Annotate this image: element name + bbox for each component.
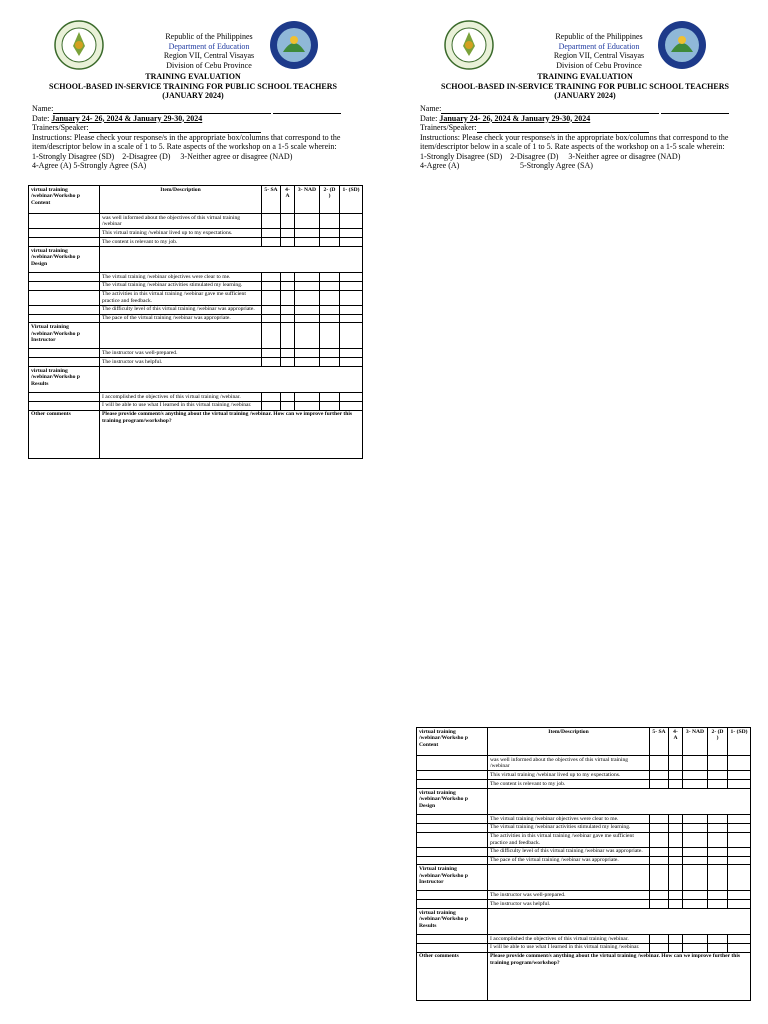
- rating-box[interactable]: [683, 780, 708, 789]
- rating-box[interactable]: [728, 891, 751, 900]
- category-row: [417, 788, 751, 814]
- rating-3-header: 3- NAD: [295, 186, 320, 214]
- scale-sd: 1-Strongly Disagree (SD): [32, 151, 115, 161]
- rating-box[interactable]: [650, 943, 669, 952]
- rating-1-header: 1- (SD): [728, 728, 751, 756]
- table-row: [417, 780, 751, 789]
- rating-box[interactable]: [340, 349, 363, 358]
- rating-box[interactable]: [320, 349, 340, 358]
- table-row: [29, 238, 363, 247]
- rating-box[interactable]: [340, 272, 363, 281]
- table-row: [29, 305, 363, 314]
- category-instructor: Virtual training /webinar/Worksho p Instructor: [417, 865, 488, 891]
- rating-box[interactable]: [262, 349, 281, 358]
- rating-box[interactable]: [669, 780, 683, 789]
- rating-box[interactable]: [320, 290, 340, 305]
- rating-box[interactable]: [320, 214, 340, 229]
- rating-box[interactable]: [669, 935, 683, 944]
- item-text: The instructor was well-prepared.: [100, 349, 262, 358]
- rating-box[interactable]: [728, 780, 751, 789]
- rating-2-header: 2- (D ): [708, 728, 728, 756]
- category-other: Other comments: [417, 952, 488, 1000]
- category-results: virtual training /webinar/Worksho p Results: [29, 367, 100, 393]
- name-field[interactable]: [53, 105, 271, 114]
- table-row: [417, 856, 751, 865]
- rating-box[interactable]: [708, 856, 728, 865]
- scale-sa: 5-Strongly Agree (SA): [520, 161, 593, 170]
- rating-box[interactable]: [650, 823, 669, 832]
- table-row: [417, 891, 751, 900]
- rating-box[interactable]: [320, 401, 340, 410]
- item-text: The instructor was helpful.: [100, 358, 262, 367]
- rating-box[interactable]: [650, 935, 669, 944]
- rating-box[interactable]: [708, 847, 728, 856]
- scale-a: 4-Agree (A): [32, 161, 72, 170]
- form-fields: [32, 104, 362, 171]
- date-label: Date:: [32, 113, 50, 123]
- rating-1-header: 1- (SD): [340, 186, 363, 214]
- rating-box[interactable]: [295, 358, 320, 367]
- item-text: was well informed about the objectives of this virtual training /webinar: [488, 756, 650, 771]
- rating-box[interactable]: [320, 272, 340, 281]
- category-row: [417, 909, 751, 935]
- rating-box[interactable]: [683, 847, 708, 856]
- rating-box[interactable]: [320, 229, 340, 238]
- rating-box[interactable]: [683, 856, 708, 865]
- rating-box[interactable]: [281, 393, 295, 402]
- republic-text: Republic of the Philippines: [555, 32, 643, 41]
- table-row: [417, 900, 751, 909]
- rating-box[interactable]: [669, 832, 683, 847]
- rating-box[interactable]: [340, 393, 363, 402]
- item-text: The pace of the virtual training /webinar was appropriate.: [488, 856, 650, 865]
- item-text: was well informed about the objectives of this virtual training /webinar: [100, 214, 262, 229]
- rating-box[interactable]: [320, 314, 340, 323]
- rating-box[interactable]: [295, 393, 320, 402]
- rating-4-header: 4- A: [669, 728, 683, 756]
- instructions-text: Instructions: Please check your response/s in the appropriate box/columns that correspond to the item/descriptor below in a scale of 1 to 5. Rate aspects of the workshop on a 1-5 scale wherein:: [420, 132, 729, 151]
- rating-box[interactable]: [295, 238, 320, 247]
- rating-box[interactable]: [650, 856, 669, 865]
- rating-5-header: 5- SA: [262, 186, 281, 214]
- rating-box[interactable]: [281, 214, 295, 229]
- table-row: [29, 281, 363, 290]
- rating-box[interactable]: [320, 238, 340, 247]
- rating-box[interactable]: [728, 756, 751, 771]
- name-field[interactable]: [441, 105, 659, 114]
- rating-2-header: 2- (D ): [320, 186, 340, 214]
- table-row: [417, 935, 751, 944]
- rating-box[interactable]: [683, 814, 708, 823]
- item-text: The activities in this virtual training /webinar gave me sufficient practice and feedback.: [488, 832, 650, 847]
- name-label: Name:: [32, 104, 54, 113]
- scale-nad: 3-Neither agree or disagree (NAD): [568, 151, 681, 161]
- rating-box[interactable]: [650, 780, 669, 789]
- name-field-extra[interactable]: [661, 105, 729, 114]
- region-text: Region VII, Central Visayas: [553, 51, 645, 60]
- rating-3-header: 3- NAD: [683, 728, 708, 756]
- rating-box[interactable]: [669, 756, 683, 771]
- trainers-field[interactable]: [477, 124, 649, 133]
- rating-4-header: 4- A: [281, 186, 295, 214]
- trainers-label: Trainers/Speaker:: [32, 123, 89, 132]
- rating-box[interactable]: [728, 832, 751, 847]
- rating-box[interactable]: [708, 771, 728, 780]
- form-titles: [420, 72, 750, 101]
- rating-box[interactable]: [281, 238, 295, 247]
- rating-box[interactable]: [262, 281, 281, 290]
- category-content: virtual training /webinar/Worksho p Content: [417, 728, 488, 756]
- form-title: TRAINING EVALUATION: [145, 72, 241, 81]
- scale-a: 4-Agree (A): [420, 161, 460, 170]
- rating-box[interactable]: [295, 305, 320, 314]
- date-label: Date:: [420, 113, 438, 123]
- rating-box[interactable]: [262, 272, 281, 281]
- rating-box[interactable]: [669, 900, 683, 909]
- rating-box[interactable]: [728, 900, 751, 909]
- table-row: [417, 832, 751, 847]
- item-text: The pace of the virtual training /webinar was appropriate.: [100, 314, 262, 323]
- scale-sd: 1-Strongly Disagree (SD): [420, 151, 503, 161]
- rating-box[interactable]: [320, 305, 340, 314]
- rating-box[interactable]: [262, 401, 281, 410]
- rating-box[interactable]: [650, 900, 669, 909]
- rating-box[interactable]: [262, 214, 281, 229]
- rating-box[interactable]: [262, 314, 281, 323]
- item-text: The content is relevant to my job.: [100, 238, 262, 247]
- table-header-row: [417, 728, 751, 756]
- rating-box[interactable]: [683, 756, 708, 771]
- table-row: [29, 290, 363, 305]
- division-text: Division of Cebu Province: [166, 60, 252, 70]
- rating-box[interactable]: [340, 238, 363, 247]
- table-row: [29, 393, 363, 402]
- trainers-field[interactable]: [89, 124, 261, 133]
- rating-box[interactable]: [262, 393, 281, 402]
- form-subtitle: SCHOOL-BASED IN-SERVICE TRAINING FOR PUBLIC SCHOOL TEACHERS: [49, 81, 337, 91]
- rating-box[interactable]: [281, 229, 295, 238]
- table-row: [417, 771, 751, 780]
- item-text: This virtual training /webinar lived up to my expectations.: [488, 771, 650, 780]
- rating-box[interactable]: [262, 358, 281, 367]
- scale-d: 2-Disagree (D): [510, 151, 559, 161]
- department-text: Department of Education: [168, 41, 250, 51]
- category-design: virtual training /webinar/Worksho p Design: [417, 788, 488, 814]
- evaluation-table: [28, 185, 363, 459]
- instructions-text: Instructions: Please check your response/s in the appropriate box/columns that correspond to the item/descriptor below in a scale of 1 to 5. Rate aspects of the workshop on a 1-5 scale wherein:: [32, 132, 341, 151]
- comments-field[interactable]: Please provide comment/s anything about the virtual training /webinar. How can we improve further this training program/workshop?: [488, 952, 751, 1000]
- rating-box[interactable]: [708, 891, 728, 900]
- rating-box[interactable]: [669, 847, 683, 856]
- rating-box[interactable]: [728, 771, 751, 780]
- item-text: This virtual training /webinar lived up to my expectations.: [100, 229, 262, 238]
- category-instructor: Virtual training /webinar/Worksho p Instructor: [29, 323, 100, 349]
- item-header: Item/Description: [488, 728, 650, 756]
- rating-box[interactable]: [340, 314, 363, 323]
- category-content: virtual training /webinar/Worksho p Content: [29, 186, 100, 214]
- rating-box[interactable]: [708, 814, 728, 823]
- item-text: The virtual training /webinar objectives were clear to me.: [100, 272, 262, 281]
- rating-box[interactable]: [708, 900, 728, 909]
- rating-box[interactable]: [340, 229, 363, 238]
- rating-box[interactable]: [650, 814, 669, 823]
- scale-nad: 3-Neither agree or disagree (NAD): [180, 151, 293, 161]
- rating-box[interactable]: [708, 832, 728, 847]
- division-seal-logo: [657, 20, 707, 70]
- form-title: TRAINING EVALUATION: [537, 72, 633, 81]
- rating-box[interactable]: [683, 832, 708, 847]
- category-other: Other comments: [29, 410, 100, 458]
- rating-box[interactable]: [683, 943, 708, 952]
- rating-box[interactable]: [728, 943, 751, 952]
- division-seal-logo: [269, 20, 319, 70]
- rating-box[interactable]: [728, 935, 751, 944]
- item-text: The virtual training /webinar objectives were clear to me.: [488, 814, 650, 823]
- rating-box[interactable]: [295, 214, 320, 229]
- item-text: The instructor was helpful.: [488, 900, 650, 909]
- rating-box[interactable]: [320, 281, 340, 290]
- form-month: (JANUARY 2024): [554, 91, 616, 100]
- scale-sa: 5-Strongly Agree (SA): [73, 161, 147, 170]
- rating-box[interactable]: [669, 943, 683, 952]
- rating-box[interactable]: [281, 272, 295, 281]
- rating-box[interactable]: [683, 771, 708, 780]
- rating-box[interactable]: [340, 305, 363, 314]
- rating-box[interactable]: [669, 814, 683, 823]
- item-text: The difficulty level of this virtual training /webinar was appropriate.: [488, 847, 650, 856]
- rating-box[interactable]: [669, 771, 683, 780]
- comments-field[interactable]: Please provide comment/s anything about the virtual training /webinar. How can we improve further this training program/workshop?: [100, 410, 363, 458]
- rating-box[interactable]: [728, 823, 751, 832]
- rating-box[interactable]: [683, 935, 708, 944]
- date-value: January 24- 26, 2024 & January 29-30, 2024: [439, 113, 591, 123]
- rating-box[interactable]: [650, 832, 669, 847]
- rating-box[interactable]: [262, 229, 281, 238]
- rating-box[interactable]: [650, 756, 669, 771]
- region-text: Region VII, Central Visayas: [163, 51, 255, 60]
- rating-box[interactable]: [320, 393, 340, 402]
- table-row: [417, 814, 751, 823]
- table-row: [417, 756, 751, 771]
- rating-box[interactable]: [669, 891, 683, 900]
- rating-box[interactable]: [281, 401, 295, 410]
- rating-box[interactable]: [683, 891, 708, 900]
- department-text: Department of Education: [558, 41, 640, 51]
- republic-text: Republic of the Philippines: [165, 32, 253, 41]
- rating-box[interactable]: [340, 281, 363, 290]
- comments-row: [417, 952, 751, 1000]
- table-row: [29, 314, 363, 323]
- school-seal-logo: [54, 20, 104, 70]
- rating-box[interactable]: [728, 814, 751, 823]
- category-row: [29, 323, 363, 349]
- rating-box[interactable]: [669, 856, 683, 865]
- rating-box[interactable]: [340, 401, 363, 410]
- rating-box[interactable]: [281, 305, 295, 314]
- rating-box[interactable]: [669, 823, 683, 832]
- rating-box[interactable]: [340, 290, 363, 305]
- category-row: [29, 246, 363, 272]
- rating-box[interactable]: [650, 891, 669, 900]
- rating-box[interactable]: [708, 823, 728, 832]
- form-fields: [420, 104, 750, 171]
- rating-box[interactable]: [295, 314, 320, 323]
- rating-box[interactable]: [708, 780, 728, 789]
- table-row: [29, 229, 363, 238]
- form-subtitle: SCHOOL-BASED IN-SERVICE TRAINING FOR PUBLIC SCHOOL TEACHERS: [441, 81, 729, 91]
- form-copy-right: [416, 18, 756, 198]
- category-design: virtual training /webinar/Worksho p Design: [29, 246, 100, 272]
- rating-box[interactable]: [728, 856, 751, 865]
- rating-box[interactable]: [281, 314, 295, 323]
- date-value: January 24- 26, 2024 & January 29-30, 2024: [51, 113, 203, 123]
- category-row: [29, 367, 363, 393]
- rating-box[interactable]: [728, 847, 751, 856]
- item-text: I will be able to use what I learned in this virtual training /webinar.: [488, 943, 650, 952]
- rating-box[interactable]: [262, 238, 281, 247]
- table-row: [29, 214, 363, 229]
- rating-box[interactable]: [340, 214, 363, 229]
- item-text: The content is relevant to my job.: [488, 780, 650, 789]
- rating-box[interactable]: [295, 401, 320, 410]
- table-row: [29, 358, 363, 367]
- rating-box[interactable]: [295, 272, 320, 281]
- rating-box[interactable]: [295, 229, 320, 238]
- rating-box[interactable]: [683, 823, 708, 832]
- rating-box[interactable]: [340, 358, 363, 367]
- rating-box[interactable]: [683, 900, 708, 909]
- rating-box[interactable]: [650, 771, 669, 780]
- form-titles: [28, 72, 358, 101]
- trainers-label: Trainers/Speaker:: [420, 123, 477, 132]
- item-text: The difficulty level of this virtual training /webinar was appropriate.: [100, 305, 262, 314]
- name-field-extra[interactable]: [273, 105, 341, 114]
- rating-box[interactable]: [262, 305, 281, 314]
- item-text: I will be able to use what I learned in this virtual training /webinar.: [100, 401, 262, 410]
- division-text: Division of Cebu Province: [556, 60, 642, 70]
- rating-5-header: 5- SA: [650, 728, 669, 756]
- table-row: [417, 823, 751, 832]
- category-row: [417, 865, 751, 891]
- item-text: I accomplished the objectives of this virtual training /webinar.: [488, 935, 650, 944]
- item-text: The virtual training /webinar activities stimulated my learning.: [488, 823, 650, 832]
- form-copy-right-table: [416, 727, 756, 1024]
- name-label: Name:: [420, 104, 442, 113]
- rating-box[interactable]: [281, 349, 295, 358]
- table-row: [29, 272, 363, 281]
- rating-box[interactable]: [708, 943, 728, 952]
- scale-d: 2-Disagree (D): [122, 151, 171, 161]
- rating-box[interactable]: [708, 935, 728, 944]
- table-row: [417, 847, 751, 856]
- rating-box[interactable]: [650, 847, 669, 856]
- rating-box[interactable]: [262, 290, 281, 305]
- rating-box[interactable]: [281, 290, 295, 305]
- item-text: The activities in this virtual training /webinar gave me sufficient practice and feedback.: [100, 290, 262, 305]
- rating-box[interactable]: [320, 358, 340, 367]
- table-row: [29, 349, 363, 358]
- category-results: virtual training /webinar/Worksho p Results: [417, 909, 488, 935]
- evaluation-table: [416, 727, 751, 1001]
- table-row: [417, 943, 751, 952]
- rating-box[interactable]: [708, 756, 728, 771]
- table-header-row: [29, 186, 363, 214]
- form-month: (JANUARY 2024): [162, 91, 224, 100]
- item-text: The virtual training /webinar activities stimulated my learning.: [100, 281, 262, 290]
- rating-box[interactable]: [295, 281, 320, 290]
- form-copy-left: [28, 18, 368, 538]
- rating-box[interactable]: [295, 290, 320, 305]
- item-header: Item/Description: [100, 186, 262, 214]
- comments-row: [29, 410, 363, 458]
- item-text: The instructor was well-prepared.: [488, 891, 650, 900]
- table-row: [29, 401, 363, 410]
- school-seal-logo: [444, 20, 494, 70]
- rating-box[interactable]: [281, 358, 295, 367]
- rating-box[interactable]: [295, 349, 320, 358]
- rating-box[interactable]: [281, 281, 295, 290]
- item-text: I accomplished the objectives of this virtual training /webinar.: [100, 393, 262, 402]
